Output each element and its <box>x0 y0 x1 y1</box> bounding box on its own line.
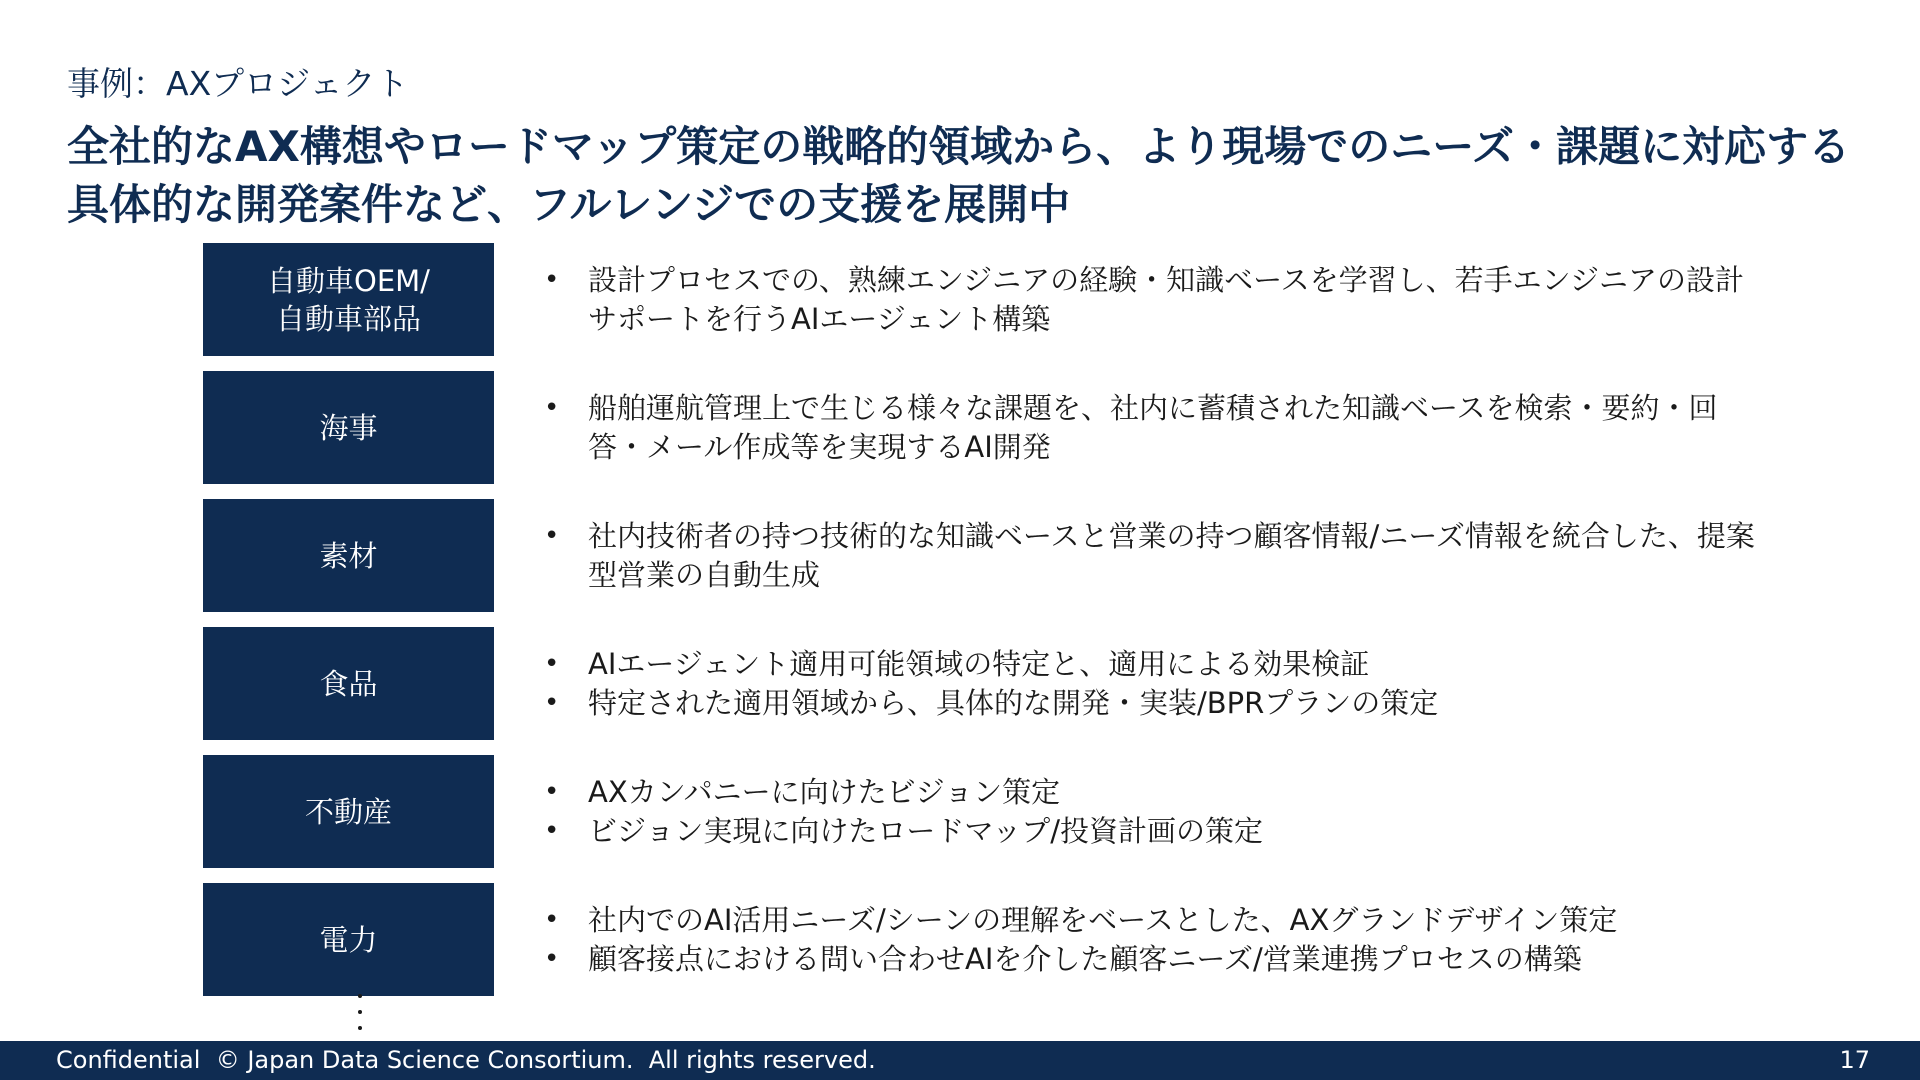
case-bullet-text: ビジョン実現に向けたロードマップ/投資計画の策定 <box>588 813 1264 848</box>
case-bullet <box>538 684 1768 723</box>
case-bullet <box>538 517 1768 595</box>
case-bullet-list <box>538 499 1768 612</box>
industry-label: 食品 <box>203 627 494 740</box>
industry-label: 海事 <box>203 371 494 484</box>
case-bullet-text: AIエージェント適用可能領域の特定と、適用による効果検証 <box>588 646 1370 681</box>
case-bullet-text: 設計プロセスでの、熟練エンジニアの経験・知識ベースを学習し、若手エンジニアの設計サポートを行うAIエージェント構築 <box>588 262 1744 336</box>
case-bullet-text: 特定された適用領域から、具体的な開発・実装/BPRプランの策定 <box>588 685 1439 720</box>
case-row <box>203 627 1763 740</box>
bullet-dot-icon: • <box>544 520 560 551</box>
case-bullet-text: 船舶運航管理上で生じる様々な課題を、社内に蓄積された知識ベースを検索・要約・回答・メール作成等を実現するAI開発 <box>588 390 1718 464</box>
bullet-dot-icon: • <box>544 264 560 295</box>
bullet-dot-icon: • <box>544 776 560 807</box>
case-bullet-list <box>538 371 1768 484</box>
vertical-ellipsis-icon <box>350 994 370 1030</box>
slide-headline: 全社的なAX構想やロードマップ策定の戦略的領域から、より現場でのニーズ・課題に対応する具体的な開発案件など、フルレンジでの支援を展開中 <box>67 122 1851 229</box>
industry-label: 素材 <box>203 499 494 612</box>
case-row <box>203 499 1763 612</box>
case-bullet-list <box>538 755 1768 868</box>
case-bullet-text: 社内技術者の持つ技術的な知識ベースと営業の持つ顧客情報/ニーズ情報を統合した、提案型営業の自動生成 <box>588 518 1755 592</box>
page-number: 17 <box>1839 1046 1870 1074</box>
slide-subtitle: 事例：AXプロジェクト <box>67 64 409 103</box>
industry-label: 自動車OEM/ 自動車部品 <box>203 243 494 356</box>
case-bullet <box>538 389 1768 467</box>
case-row <box>203 755 1763 868</box>
case-bullet-list <box>538 243 1768 356</box>
footer-copyright: Confidential © Japan Data Science Consortium. All rights reserved. <box>56 1046 876 1074</box>
case-bullet-text: AXカンパニーに向けたビジョン策定 <box>588 774 1061 809</box>
case-bullet-text: 顧客接点における問い合わせAIを介した顧客ニーズ/営業連携プロセスの構築 <box>588 941 1582 976</box>
case-row <box>203 243 1763 356</box>
case-bullet-list <box>538 883 1768 996</box>
case-row <box>203 883 1763 996</box>
bullet-dot-icon: • <box>544 687 560 718</box>
case-bullet <box>538 645 1768 684</box>
case-bullet <box>538 773 1768 812</box>
case-bullet-text: 社内でのAI活用ニーズ/シーンの理解をベースとした、AXグランドデザイン策定 <box>588 902 1618 937</box>
bullet-dot-icon: • <box>544 904 560 935</box>
bullet-dot-icon: • <box>544 648 560 679</box>
case-bullet <box>538 261 1768 339</box>
case-row <box>203 371 1763 484</box>
case-bullet-list <box>538 627 1768 740</box>
case-bullet <box>538 812 1768 851</box>
industry-label: 電力 <box>203 883 494 996</box>
case-bullet <box>538 940 1768 979</box>
bullet-dot-icon: • <box>544 943 560 974</box>
bullet-dot-icon: • <box>544 392 560 423</box>
industry-label: 不動産 <box>203 755 494 868</box>
footer-bar <box>0 1041 1920 1080</box>
case-bullet <box>538 901 1768 940</box>
bullet-dot-icon: • <box>544 815 560 846</box>
